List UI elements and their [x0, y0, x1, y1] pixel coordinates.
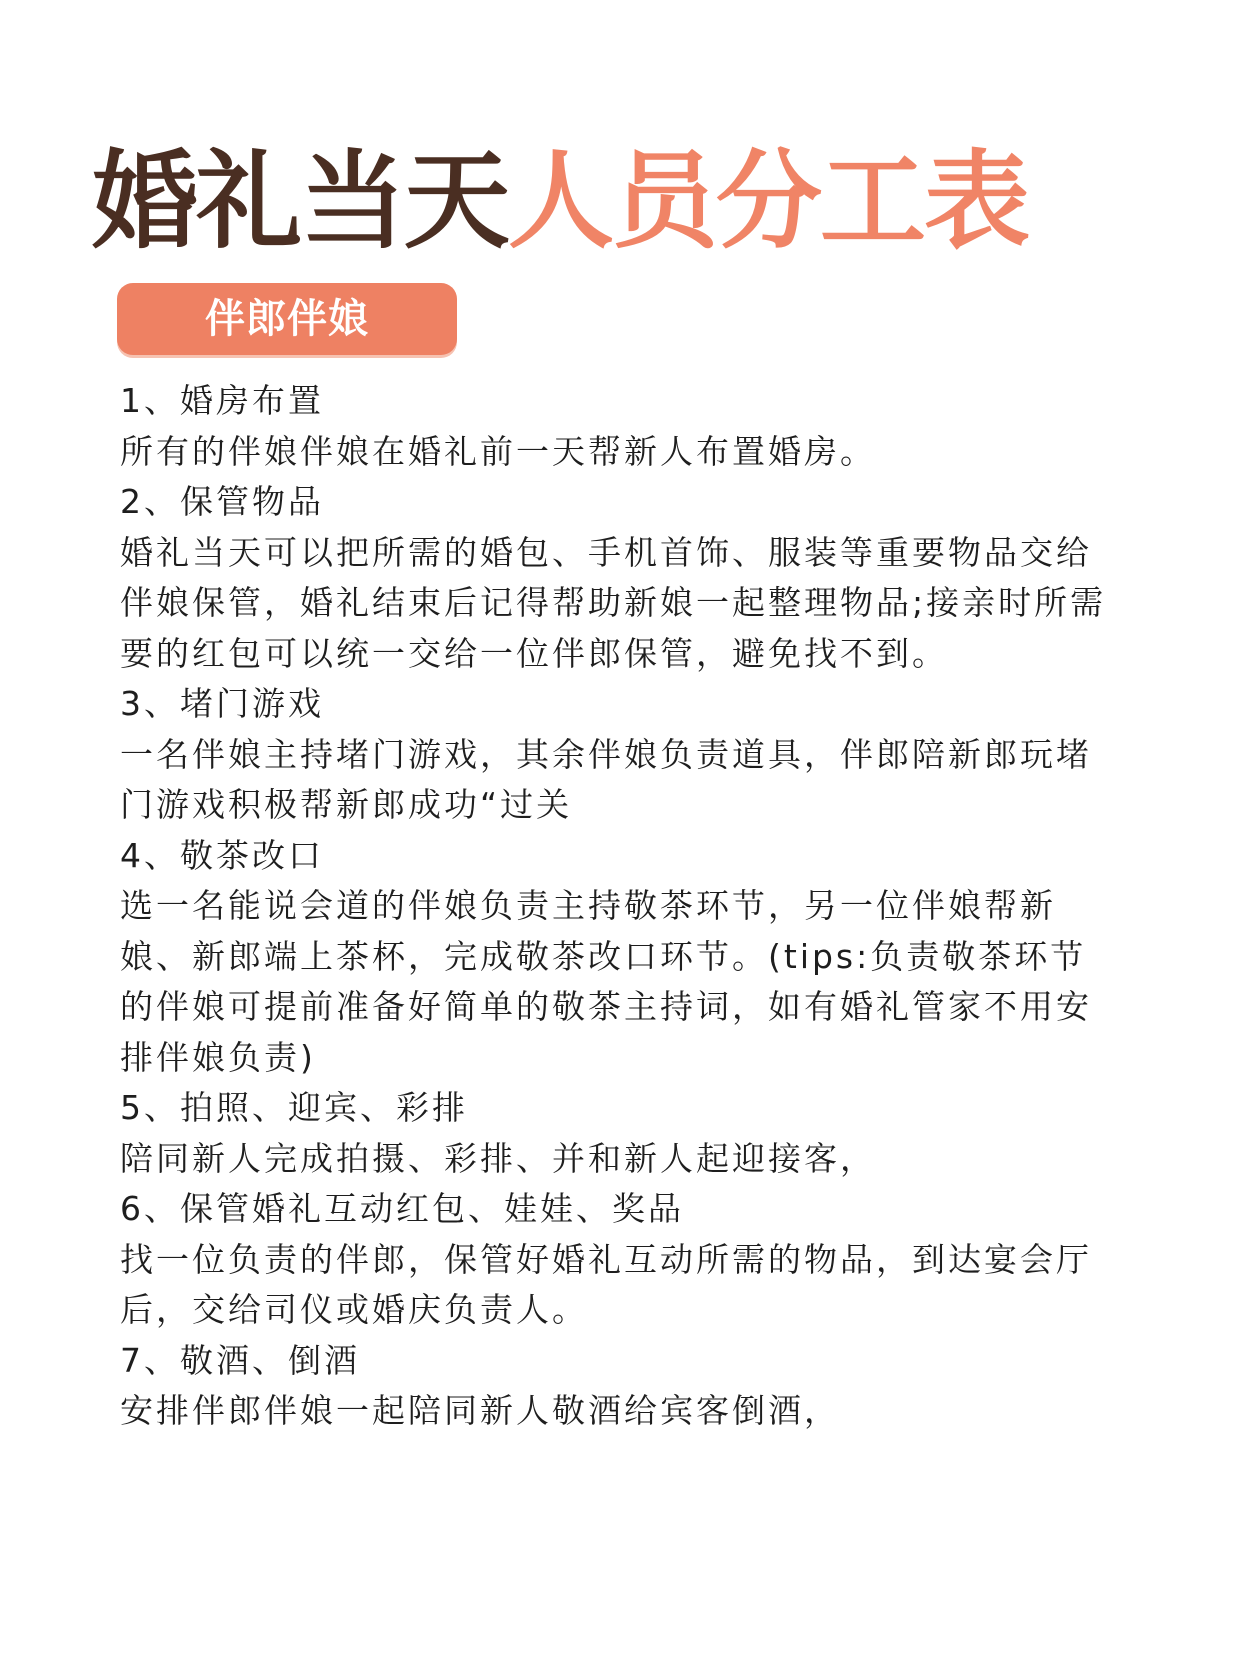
- item-heading: 1、婚房布置: [120, 381, 324, 420]
- item-body: 一名伴娘主持堵门游戏，其余伴娘负责道具，伴郎陪新郎玩堵门游戏积极帮新郎成功“过关: [120, 734, 1092, 824]
- item-body: 选一名能说会道的伴娘负责主持敬茶环节，另一位伴娘帮新娘、新郎端上茶杯，完成敬茶改口环节。(tips:负责敬茶环节的伴娘可提前准备好简单的敬茶主持词，如有婚礼管家不用安排伴娘负责): [120, 886, 1092, 1077]
- item-heading: 3、堵门游戏: [120, 684, 324, 723]
- list-item: [120, 679, 1120, 831]
- item-body: 所有的伴娘伴娘在婚礼前一天帮新人布置婚房。: [120, 431, 876, 471]
- list-item: [120, 1184, 1120, 1336]
- page-title: [92, 132, 1172, 272]
- section-badge: 伴郎伴娘: [117, 283, 457, 355]
- item-heading: 4、敬茶改口: [120, 835, 324, 875]
- list-item: [120, 831, 1120, 1084]
- list-item: [120, 477, 1120, 679]
- item-heading: 5、拍照、迎宾、彩排: [120, 1088, 468, 1127]
- item-body: 陪同新人完成拍摄、彩排、并和新人起迎接客，: [120, 1138, 876, 1178]
- duty-list: [120, 376, 1120, 1437]
- item-heading: 6、保管婚礼互动红包、娃娃、奖品: [120, 1189, 684, 1228]
- page-title-accent: 人员分工表: [508, 140, 1028, 263]
- item-body: 安排伴郎伴娘一起陪同新人敬酒给宾客倒酒，: [120, 1391, 840, 1430]
- page-title-primary: 婚礼当天: [92, 140, 508, 263]
- list-item: [120, 1336, 1120, 1437]
- list-item: [120, 1083, 1120, 1184]
- item-body: 婚礼当天可以把所需的婚包、手机首饰、服装等重要物品交给伴娘保管，婚礼结束后记得帮助新娘一起整理物品;接亲时所需要的红包可以统一交给一位伴郎保管，避免找不到。: [120, 532, 1107, 673]
- item-body: 找一位负责的伴郎，保管好婚礼互动所需的物品，到达宴会厅后，交给司仪或婚庆负责人。: [120, 1239, 1092, 1329]
- item-heading: 2、保管物品: [120, 482, 324, 521]
- list-item: [120, 376, 1120, 477]
- item-heading: 7、敬酒、倒酒: [120, 1340, 360, 1380]
